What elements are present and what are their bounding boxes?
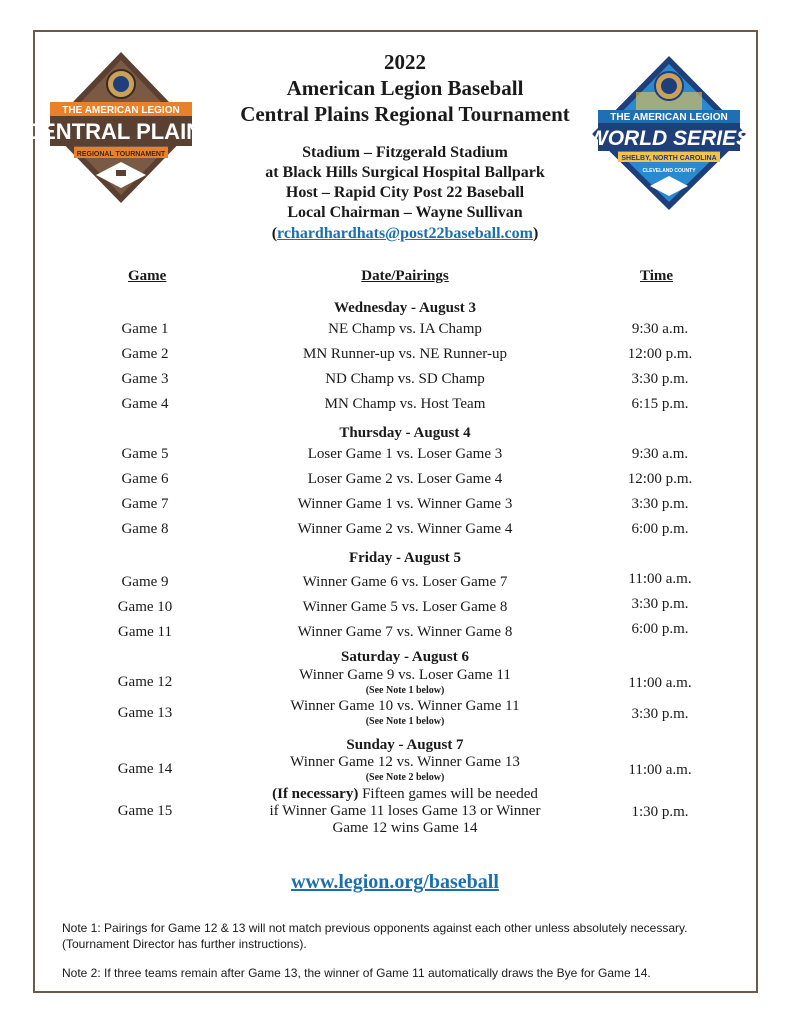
game-number: Game 7 — [121, 496, 169, 512]
game-time: 6:00 p.m. — [631, 621, 689, 637]
game-number: Game 4 — [121, 396, 169, 412]
game-time: 1:30 p.m. — [631, 804, 689, 820]
chairman: Local Chairman – Wayne Sullivan — [287, 204, 523, 221]
pairing-line — [230, 786, 580, 803]
day-heading-thursday: Thursday - August 4 — [339, 425, 471, 441]
game-pairing: NE Champ vs. IA Champ — [328, 321, 482, 337]
game-time: 3:30 p.m. — [631, 371, 689, 387]
email-line — [200, 225, 610, 243]
game-note: (See Note 2 below) — [365, 772, 445, 783]
email-link[interactable]: rchardhardhats@post22baseball.com — [277, 225, 533, 242]
email-open: ( — [271, 225, 278, 242]
footnote-2: Note 2: If three teams remain after Game 13, the winner of Game 11 automatically draws the Bye for Game 14. — [62, 966, 651, 980]
game-time: 11:00 a.m. — [628, 762, 692, 778]
central-plains-logo — [25, 50, 217, 205]
game-time: 6:00 p.m. — [631, 521, 689, 537]
game-number: Game 8 — [121, 521, 169, 537]
year: 2022 — [384, 50, 426, 74]
game-note: (See Note 1 below) — [365, 685, 445, 696]
if-necessary-label: (If necessary) — [272, 786, 359, 802]
logo-left-line3: REGIONAL TOURNAMENT — [76, 151, 166, 158]
game-number: Game 6 — [121, 471, 169, 487]
game-number: Game 10 — [117, 599, 173, 615]
day-heading-wednesday: Wednesday - August 3 — [333, 300, 477, 316]
game-note: (See Note 1 below) — [365, 716, 445, 727]
game-number: Game 5 — [121, 446, 169, 462]
game-number: Game 9 — [121, 574, 169, 590]
column-header-pairings: Date/Pairings — [361, 268, 449, 284]
game-pairing: Winner Game 6 vs. Loser Game 7 — [302, 574, 508, 590]
game-pairing: Winner Game 2 vs. Winner Game 4 — [297, 521, 513, 537]
day-heading-saturday: Saturday - August 6 — [341, 649, 469, 665]
host: Host – Rapid City Post 22 Baseball — [285, 184, 525, 201]
game-number: Game 12 — [117, 674, 173, 690]
logo-right-line1: THE AMERICAN LEGION — [610, 112, 728, 123]
pairing-line3: Game 12 wins Game 14 — [332, 820, 478, 836]
website-link[interactable]: www.legion.org/baseball — [291, 871, 499, 893]
game-time: 3:30 p.m. — [631, 706, 689, 722]
game-time: 11:00 a.m. — [628, 675, 692, 691]
stadium: Stadium – Fitzgerald Stadium — [302, 144, 508, 161]
game-number: Game 11 — [117, 624, 172, 640]
game-number: Game 15 — [117, 803, 173, 819]
game-number: Game 13 — [117, 705, 173, 721]
game-pairing: MN Champ vs. Host Team — [324, 396, 486, 412]
logo-left-line1: THE AMERICAN LEGION — [62, 105, 180, 116]
day-heading-friday: Friday - August 5 — [348, 550, 462, 566]
game-number: Game 2 — [121, 346, 169, 362]
game-time: 9:30 a.m. — [631, 321, 689, 337]
pairing-line2: if Winner Game 11 loses Game 13 or Winner — [269, 803, 541, 819]
game-pairing: Winner Game 12 vs. Winner Game 13 — [290, 754, 520, 770]
game-time: 3:30 p.m. — [631, 596, 689, 612]
game-pairing: MN Runner-up vs. NE Runner-up — [303, 346, 507, 362]
game-pairing-conditional — [230, 786, 580, 837]
footnote-1: Note 1: Pairings for Game 12 & 13 will not match previous opponents against each other unless absolutely necessary. (Tournament Director has further instructions). — [62, 921, 688, 951]
game-time: 12:00 p.m. — [627, 471, 693, 487]
world-series-logo — [588, 52, 750, 212]
game-time: 12:00 p.m. — [627, 346, 693, 362]
title-line1: American Legion Baseball — [286, 76, 524, 100]
game-pairing: Winner Game 5 vs. Loser Game 8 — [302, 599, 508, 615]
game-pairing: Winner Game 9 vs. Loser Game 11 — [299, 667, 511, 683]
game-pairing: Winner Game 1 vs. Winner Game 3 — [297, 496, 513, 512]
logo-right-line2: WORLD SERIES — [587, 127, 751, 150]
game-time: 3:30 p.m. — [631, 496, 689, 512]
game-pairing: Winner Game 10 vs. Winner Game 11 — [290, 698, 520, 714]
ballpark: at Black Hills Surgical Hospital Ballpark — [265, 164, 545, 181]
game-number: Game 3 — [121, 371, 169, 387]
game-number: Game 14 — [117, 761, 173, 777]
game-time: 11:00 a.m. — [628, 571, 692, 587]
game-number: Game 1 — [121, 321, 169, 337]
game-time: 6:15 p.m. — [631, 396, 689, 412]
pairing-line1: Fifteen games will be needed — [358, 786, 538, 802]
logo-right-line4: CLEVELAND COUNTY — [642, 168, 696, 174]
game-pairing: ND Champ vs. SD Champ — [325, 371, 485, 387]
game-pairing: Winner Game 7 vs. Winner Game 8 — [297, 624, 513, 640]
logo-left-line2: CENTRAL PLAINS — [25, 119, 217, 144]
game-pairing: Loser Game 2 vs. Loser Game 4 — [307, 471, 503, 487]
column-header-game: Game — [128, 268, 167, 284]
logo-right-line3: SHELBY, NORTH CAROLINA — [621, 155, 717, 162]
column-header-time: Time — [640, 268, 674, 284]
day-heading-sunday: Sunday - August 7 — [346, 737, 464, 753]
email-close: ) — [532, 225, 539, 242]
game-pairing: Loser Game 1 vs. Loser Game 3 — [307, 446, 503, 462]
title-line2: Central Plains Regional Tournament — [240, 102, 570, 126]
game-time: 9:30 a.m. — [631, 446, 689, 462]
